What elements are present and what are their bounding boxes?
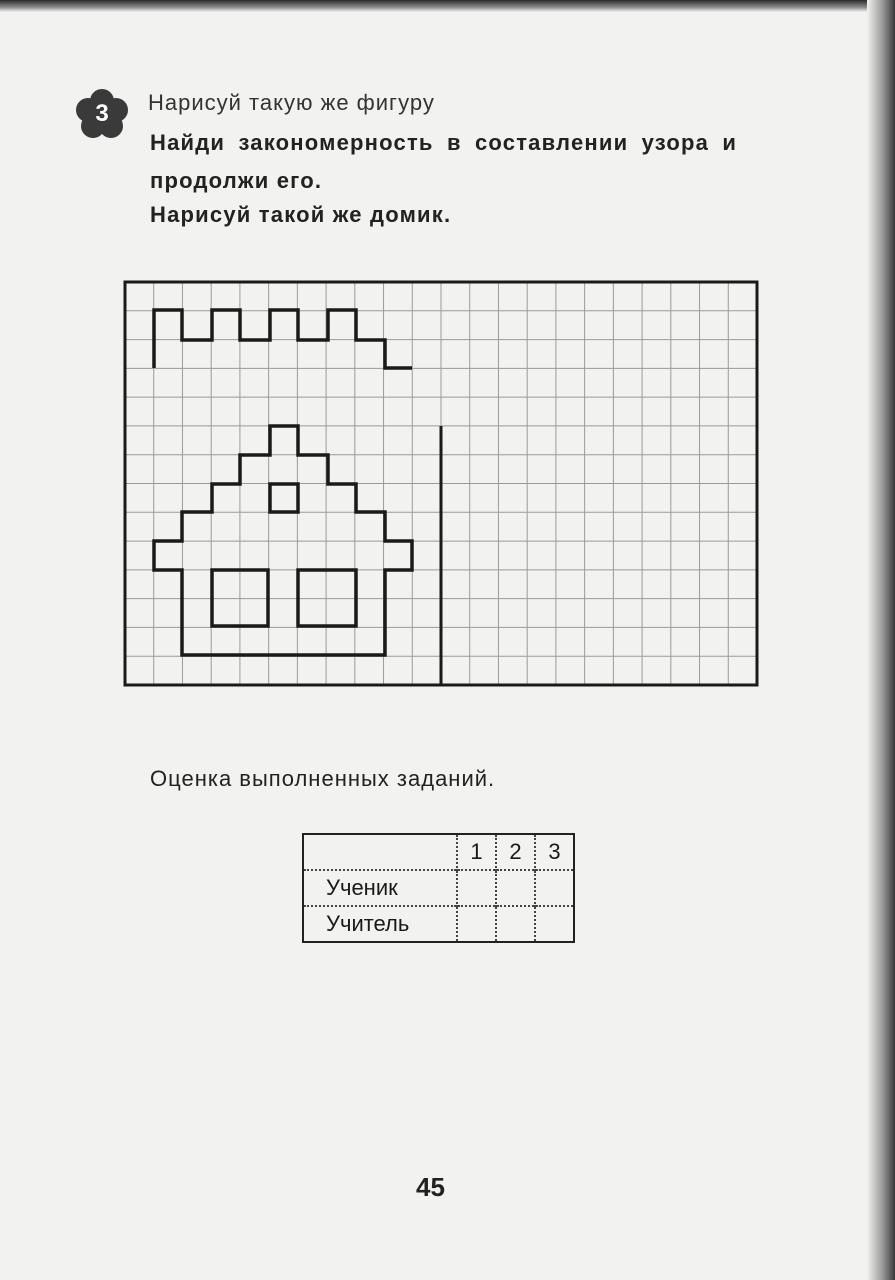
task-number: 3 bbox=[95, 100, 109, 127]
assessment-title: Оценка выполненных заданий. bbox=[150, 766, 496, 791]
instruction-line-1: Найди закономерность в составлении узора и bbox=[150, 130, 738, 155]
house-outline bbox=[154, 426, 412, 655]
table-row-teacher bbox=[303, 906, 574, 942]
column-header: 3 bbox=[535, 834, 574, 870]
task-title: Нарисуй такую же фигуру bbox=[148, 90, 435, 115]
column-header: 1 bbox=[457, 834, 496, 870]
table-header-row bbox=[303, 834, 574, 870]
assessment-table bbox=[302, 833, 575, 943]
score-cell[interactable] bbox=[535, 870, 574, 906]
house-door-right bbox=[298, 570, 356, 626]
score-cell[interactable] bbox=[496, 906, 535, 942]
house-window bbox=[270, 484, 298, 512]
instruction-line-3: Нарисуй такой же домик. bbox=[150, 202, 452, 227]
score-cell[interactable] bbox=[496, 870, 535, 906]
page-number: 45 bbox=[416, 1172, 445, 1202]
instruction-line-2: продолжи его. bbox=[150, 168, 323, 193]
score-cell[interactable] bbox=[457, 906, 496, 942]
score-cell[interactable] bbox=[457, 870, 496, 906]
row-label-student: Ученик bbox=[303, 870, 457, 906]
score-cell[interactable] bbox=[535, 906, 574, 942]
column-header: 2 bbox=[496, 834, 535, 870]
table-corner bbox=[303, 834, 457, 870]
pattern-sample bbox=[154, 310, 412, 368]
table-row-student bbox=[303, 870, 574, 906]
row-label-teacher: Учитель bbox=[303, 906, 457, 942]
